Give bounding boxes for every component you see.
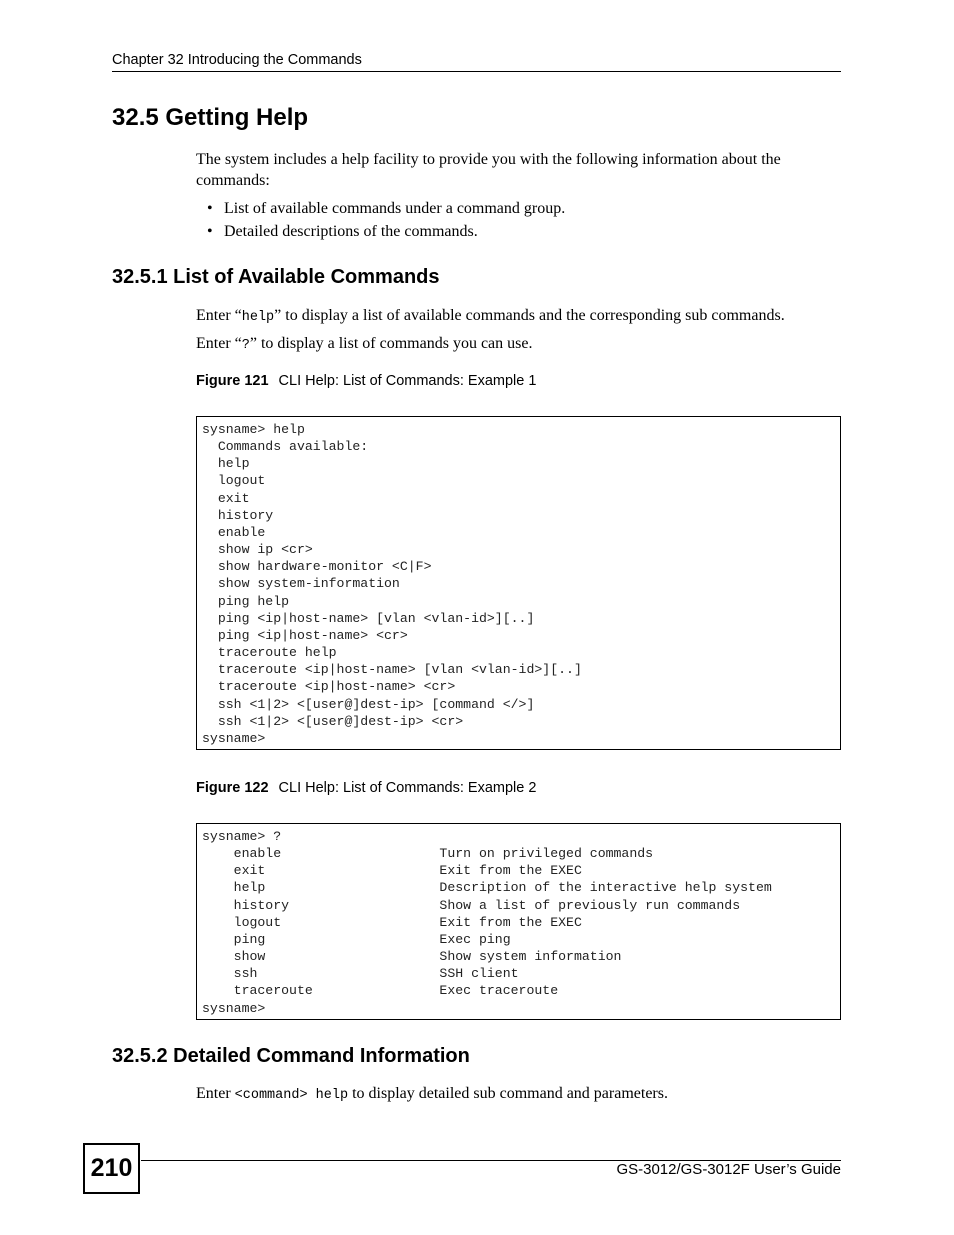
section-intro: The system includes a help facility to provide you with the following information about the commands: — [196, 151, 781, 189]
code-text: sysname> help Commands available: help logout exit history enable show ip <cr> show hardware-monitor <C|F> show system-information ping help ping <ip|host-name> [vlan <vlan-id>][..] ping <ip|host-name> <cr> traceroute help traceroute <ip|host-name> [vlan <vlan-id>][..] traceroute <ip|host-name> <cr> ssh <1|2> <[user@]dest-ip> [command </>] ssh <1|2> <[user@]dest-ip> <cr> sysname> — [202, 422, 582, 746]
bullet-list — [207, 198, 565, 244]
inline-code-help: help — [241, 310, 275, 325]
figure-122-code-block — [196, 823, 841, 1020]
question-instruction: Enter “?” to display a list of commands you can use. — [196, 335, 533, 353]
code-text: sysname> ? enable Turn on privileged commands exit Exit from the EXEC help Description of the interactive help system history Show a list of previously run commands logout Exit from the EXEC ping Exec ping show Show system information ssh SSH client traceroute Exec traceroute sysname> — [202, 829, 772, 1016]
bullet-icon: • — [207, 200, 213, 217]
subsection-title-list-commands: 32.5.1 List of Available Commands — [112, 266, 440, 288]
detail-instruction: Enter <command> help to display detailed sub command and parameters. — [196, 1085, 668, 1103]
guide-title: GS-3012/GS-3012F User’s Guide — [616, 1161, 841, 1178]
header-divider — [112, 71, 841, 72]
figure-122-caption: Figure 122 CLI Help: List of Commands: Example 2 — [196, 780, 537, 796]
page-number: 210 — [83, 1143, 140, 1194]
running-header: Chapter 32 Introducing the Commands — [112, 52, 362, 68]
help-instruction: Enter “help” to display a list of available commands and the corresponding sub commands. — [196, 307, 785, 325]
figure-121-caption: Figure 121 CLI Help: List of Commands: Example 1 — [196, 373, 537, 389]
inline-code-command-help: <command> help — [234, 1088, 349, 1103]
bullet-icon: • — [207, 223, 213, 240]
list-item: • Detailed descriptions of the commands. — [207, 223, 478, 240]
figure-121-code-block — [196, 416, 841, 750]
subsection-title-detailed-info: 32.5.2 Detailed Command Information — [112, 1045, 470, 1067]
inline-code-question: ? — [241, 338, 250, 353]
section-title: 32.5 Getting Help — [112, 104, 309, 131]
list-item: • List of available commands under a command group. — [207, 200, 566, 217]
